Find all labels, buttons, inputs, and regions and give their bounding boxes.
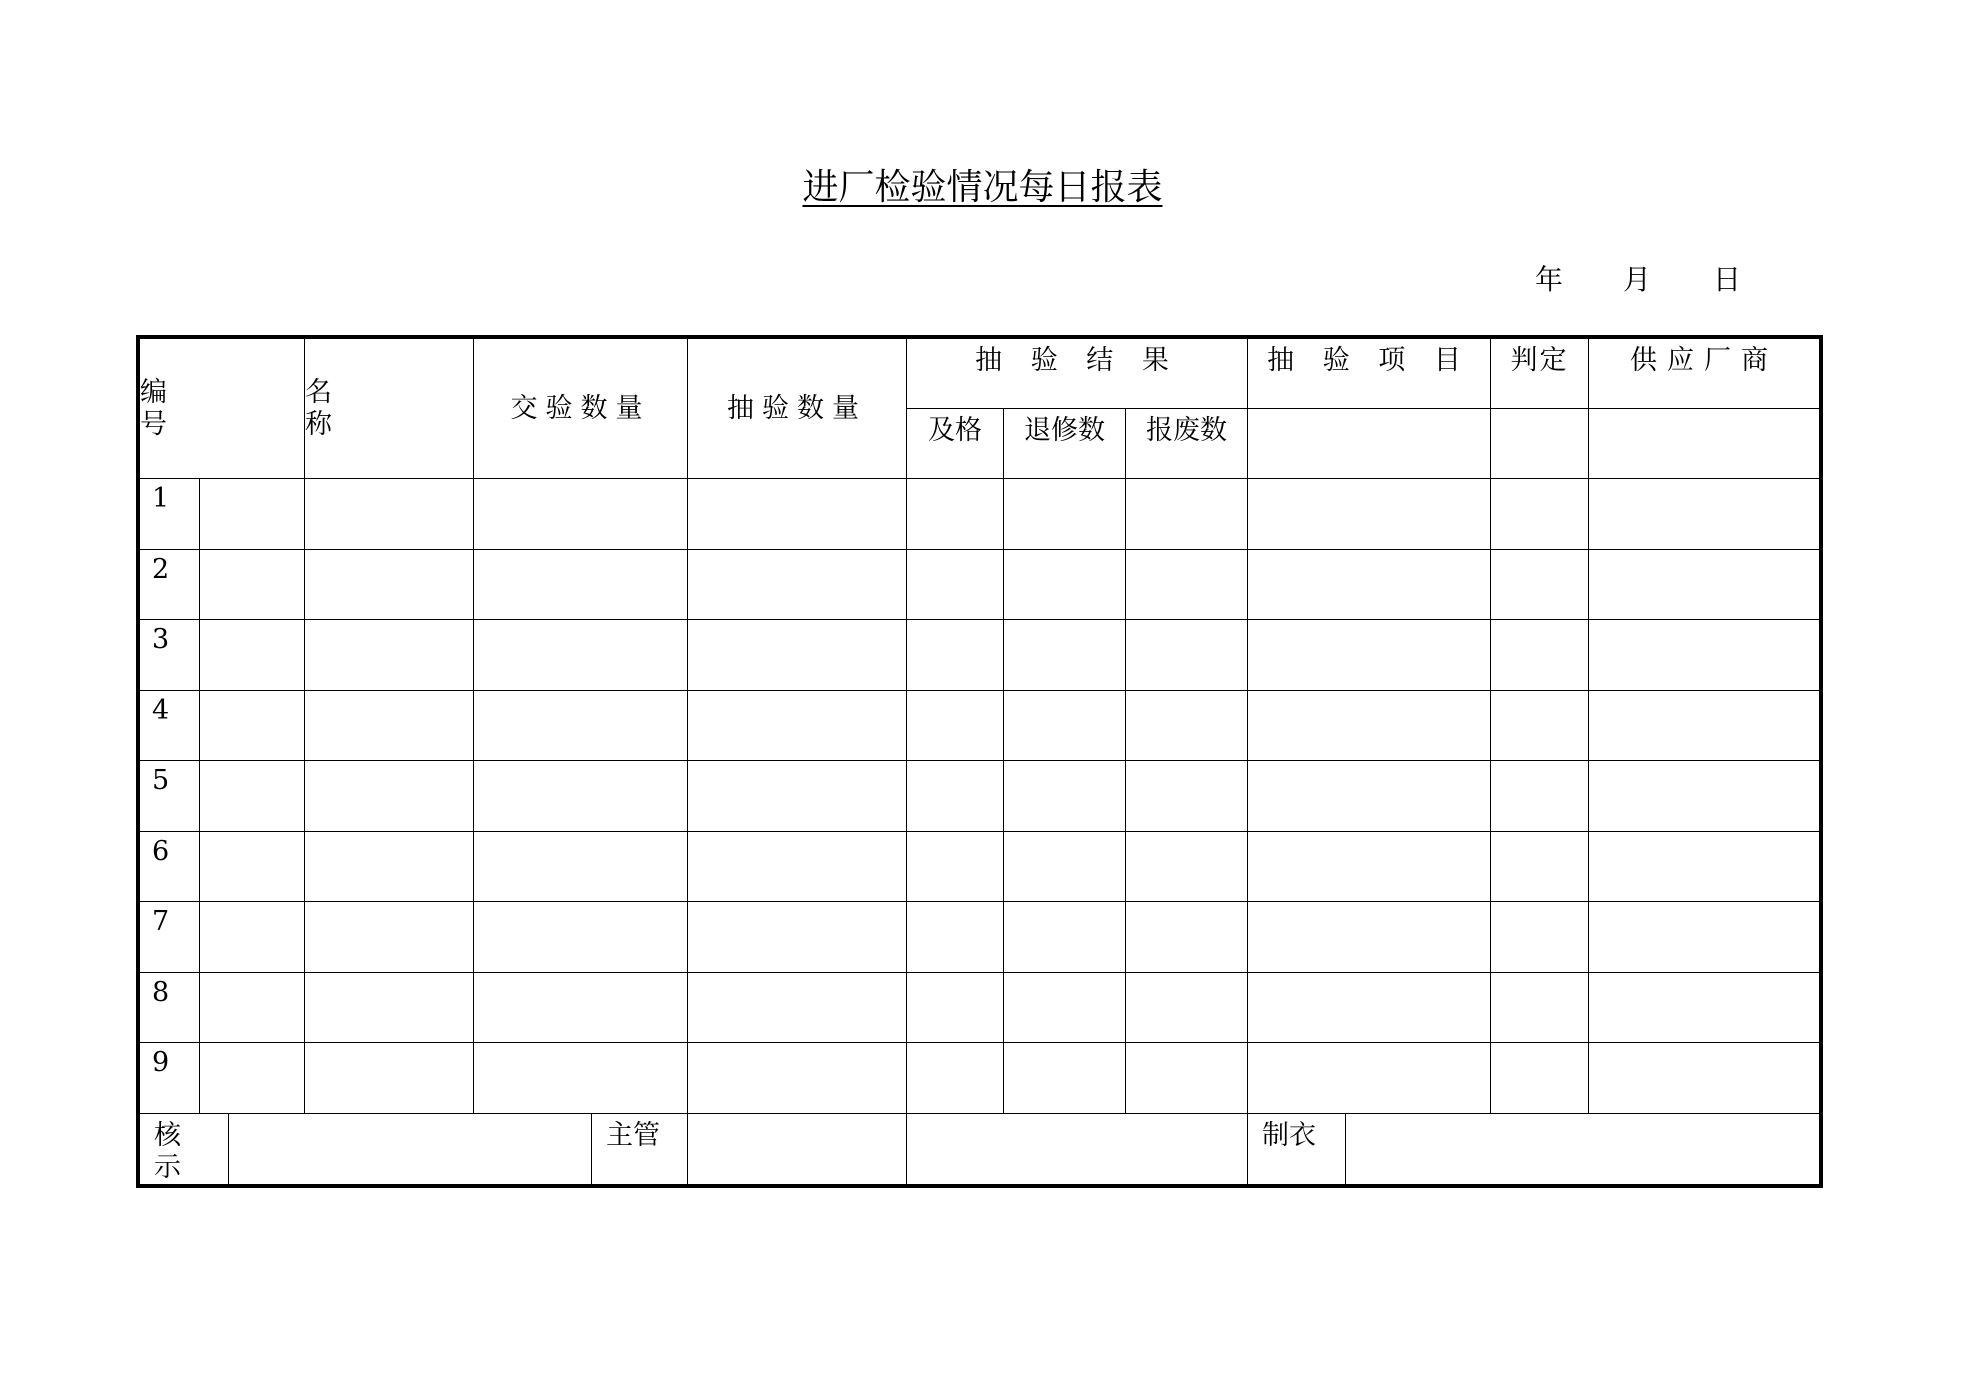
table-cell[interactable] xyxy=(1126,691,1248,762)
row-number: 9 xyxy=(140,1043,200,1114)
table-cell[interactable] xyxy=(200,691,305,762)
table-cell[interactable] xyxy=(1004,832,1126,903)
table-cell[interactable] xyxy=(474,832,688,903)
row-number: 7 xyxy=(140,902,200,973)
footer-prepared-label: 制衣 xyxy=(1248,1114,1346,1187)
table-cell[interactable] xyxy=(1491,761,1589,832)
header-judgement: 判定 xyxy=(1491,339,1589,409)
table-cell[interactable] xyxy=(1248,620,1491,691)
table-cell[interactable] xyxy=(1126,832,1248,903)
table-cell[interactable] xyxy=(907,1043,1004,1114)
table-cell[interactable] xyxy=(1589,1043,1819,1114)
table-cell[interactable] xyxy=(688,902,907,973)
table-cell[interactable] xyxy=(907,620,1004,691)
table-cell[interactable] xyxy=(1589,973,1819,1044)
table-cell[interactable] xyxy=(688,550,907,621)
header-sampling-items: 抽 验 项 目 xyxy=(1248,339,1491,409)
table-cell[interactable] xyxy=(474,479,688,550)
header-sampled-qty: 抽验数量 xyxy=(688,339,907,479)
table-cell[interactable] xyxy=(907,479,1004,550)
table-cell[interactable] xyxy=(1004,620,1126,691)
report-title-text: 进厂检验情况每日报表 xyxy=(802,167,1163,208)
table-cell[interactable] xyxy=(1589,691,1819,762)
table-cell[interactable] xyxy=(1491,1043,1589,1114)
table-cell[interactable] xyxy=(200,902,305,973)
table-cell[interactable] xyxy=(688,1043,907,1114)
table-cell[interactable] xyxy=(1589,620,1819,691)
table-cell[interactable] xyxy=(1589,902,1819,973)
header-scrap-count: 报废数 xyxy=(1126,409,1248,479)
footer-supervisor-label: 主管 xyxy=(591,1114,907,1187)
table-cell[interactable] xyxy=(688,620,907,691)
table-cell[interactable] xyxy=(1589,479,1819,550)
table-cell[interactable] xyxy=(474,691,688,762)
footer-prepared-field[interactable] xyxy=(1346,1114,1819,1187)
table-cell[interactable] xyxy=(1491,902,1589,973)
table-cell[interactable] xyxy=(1126,550,1248,621)
row-number: 1 xyxy=(140,479,200,550)
table-cell[interactable] xyxy=(305,620,474,691)
header-sampling-result: 抽 验 结 果 xyxy=(907,339,1248,409)
table-cell[interactable] xyxy=(200,550,305,621)
table-cell[interactable] xyxy=(1248,973,1491,1044)
table-cell[interactable] xyxy=(1004,691,1126,762)
table-cell[interactable] xyxy=(907,761,1004,832)
table-cell[interactable] xyxy=(1248,902,1491,973)
table-cell[interactable] xyxy=(200,479,305,550)
footer-review-label: 核示 xyxy=(154,1119,181,1183)
table-cell[interactable] xyxy=(1126,902,1248,973)
table-cell[interactable] xyxy=(907,832,1004,903)
table-cell[interactable] xyxy=(474,761,688,832)
table-cell[interactable] xyxy=(1248,1043,1491,1114)
table-cell[interactable] xyxy=(200,1043,305,1114)
header-passed: 及格 xyxy=(907,409,1004,479)
table-cell[interactable] xyxy=(305,832,474,903)
table-cell[interactable] xyxy=(907,902,1004,973)
footer-supervisor-field[interactable] xyxy=(688,1114,1248,1187)
table-cell[interactable] xyxy=(1126,620,1248,691)
date-day-label: 日 xyxy=(1713,263,1742,296)
table-cell[interactable] xyxy=(1004,1043,1126,1114)
header-delivered-qty: 交验数量 xyxy=(474,339,688,479)
table-cell[interactable] xyxy=(305,902,474,973)
row-number: 2 xyxy=(140,550,200,621)
date-year-label: 年 xyxy=(1535,263,1564,296)
table-cell[interactable] xyxy=(1491,550,1589,621)
table-cell[interactable] xyxy=(1589,761,1819,832)
table-cell[interactable] xyxy=(1126,479,1248,550)
inspection-table xyxy=(136,335,1823,1188)
table-cell[interactable] xyxy=(200,973,305,1044)
table-cell[interactable] xyxy=(1248,832,1491,903)
table-cell[interactable] xyxy=(1004,479,1126,550)
table-cell[interactable] xyxy=(1004,550,1126,621)
table-cell[interactable] xyxy=(474,550,688,621)
table-cell[interactable] xyxy=(1126,973,1248,1044)
table-cell[interactable] xyxy=(907,550,1004,621)
table-cell[interactable] xyxy=(305,1043,474,1114)
table-cell[interactable] xyxy=(1004,973,1126,1044)
row-number: 6 xyxy=(140,832,200,903)
table-cell[interactable] xyxy=(1491,973,1589,1044)
table-cell[interactable] xyxy=(474,902,688,973)
table-cell[interactable] xyxy=(907,973,1004,1044)
table-cell[interactable] xyxy=(907,691,1004,762)
table-cell[interactable] xyxy=(305,479,474,550)
table-cell[interactable] xyxy=(305,973,474,1044)
table-cell[interactable] xyxy=(1248,550,1491,621)
table-cell[interactable] xyxy=(1004,761,1126,832)
row-number: 8 xyxy=(140,973,200,1044)
table-cell[interactable] xyxy=(1491,479,1589,550)
table-cell[interactable] xyxy=(1248,479,1491,550)
date-month-label: 月 xyxy=(1623,263,1652,296)
table-cell[interactable] xyxy=(1004,902,1126,973)
header-supplier: 供应厂商 xyxy=(1589,339,1819,409)
table-cell[interactable] xyxy=(1589,832,1819,903)
table-cell[interactable] xyxy=(474,620,688,691)
header-judgement-blank xyxy=(1491,409,1589,479)
table-cell[interactable] xyxy=(688,832,907,903)
table-cell[interactable] xyxy=(1491,691,1589,762)
header-number: 编 号 xyxy=(140,339,305,479)
table-cell[interactable] xyxy=(1248,761,1491,832)
table-cell[interactable] xyxy=(474,1043,688,1114)
report-title xyxy=(0,163,1965,213)
table-cell[interactable] xyxy=(688,761,907,832)
table-cell[interactable] xyxy=(305,550,474,621)
table-cell[interactable] xyxy=(305,761,474,832)
header-supplier-blank xyxy=(1589,409,1819,479)
table-cell[interactable] xyxy=(688,479,907,550)
table-cell[interactable] xyxy=(200,761,305,832)
header-sampling-items-blank xyxy=(1248,409,1491,479)
table-cell[interactable] xyxy=(305,691,474,762)
header-rework-count: 退修数 xyxy=(1004,409,1126,479)
table-cell[interactable] xyxy=(688,973,907,1044)
table-cell[interactable] xyxy=(1126,761,1248,832)
row-number: 3 xyxy=(140,620,200,691)
row-number: 4 xyxy=(140,691,200,762)
table-cell[interactable] xyxy=(1589,550,1819,621)
table-cell[interactable] xyxy=(688,691,907,762)
table-cell[interactable] xyxy=(1491,832,1589,903)
header-name: 名 称 xyxy=(305,339,474,479)
table-cell[interactable] xyxy=(1126,1043,1248,1114)
table-cell[interactable] xyxy=(1248,691,1491,762)
row-number: 5 xyxy=(140,761,200,832)
table-cell[interactable] xyxy=(200,620,305,691)
table-cell[interactable] xyxy=(1491,620,1589,691)
table-cell[interactable] xyxy=(200,832,305,903)
table-cell[interactable] xyxy=(474,973,688,1044)
